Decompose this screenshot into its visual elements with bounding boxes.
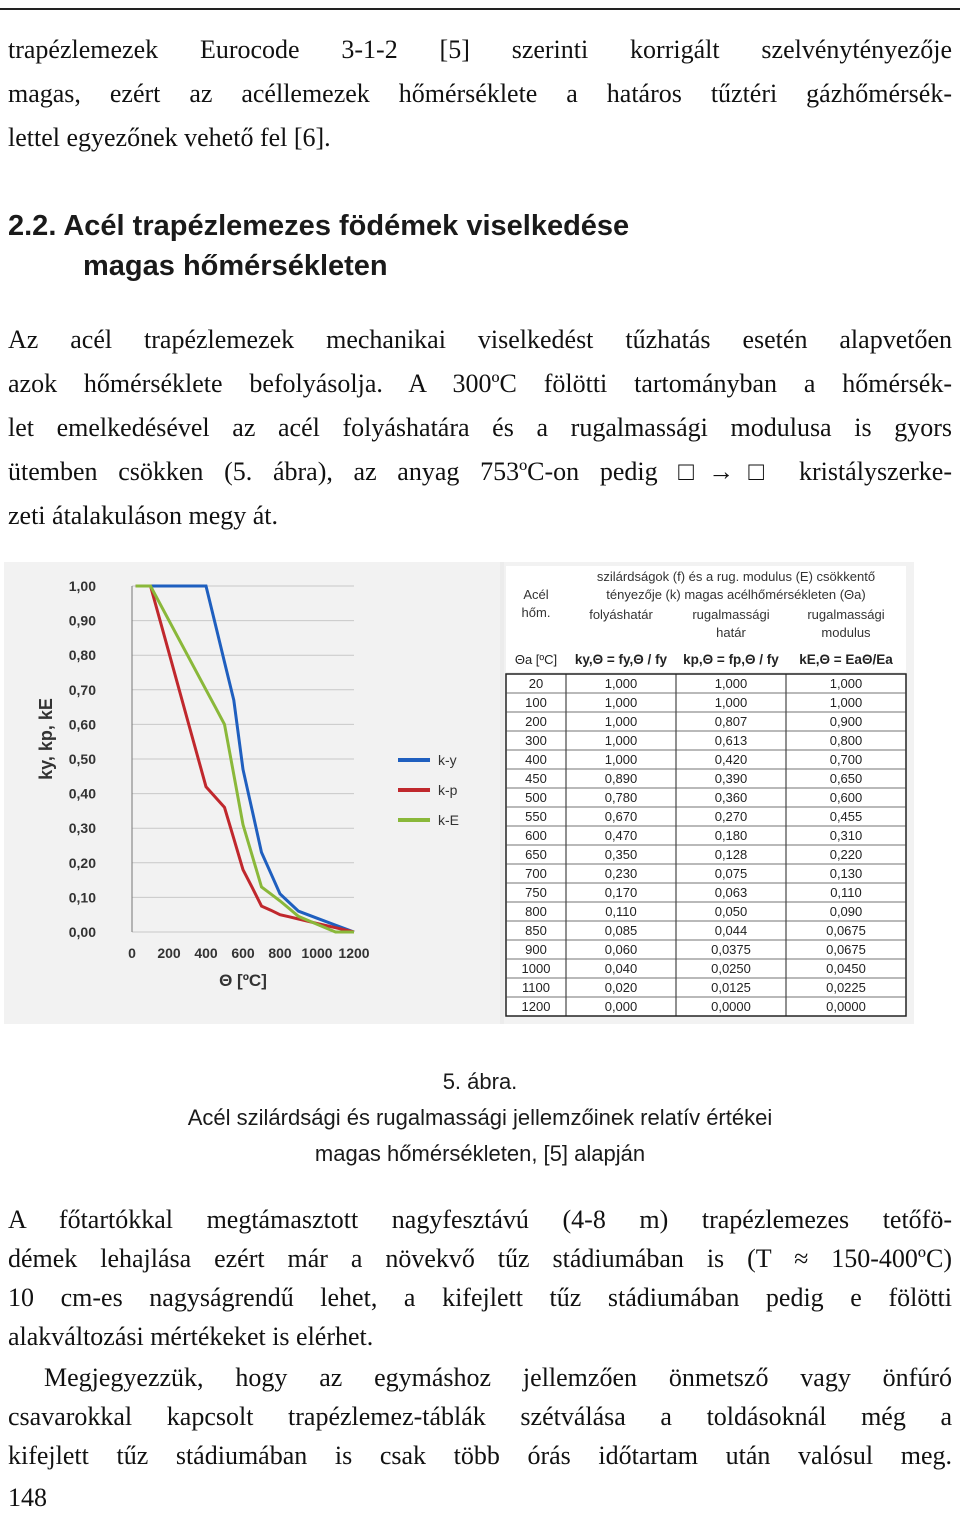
table-col-title: határ bbox=[716, 625, 746, 640]
table-cell: 200 bbox=[525, 714, 547, 729]
page-number: 148 bbox=[8, 1483, 47, 1512]
table-cell: 0,390 bbox=[714, 771, 748, 786]
y-tick-label: 0,30 bbox=[68, 820, 96, 837]
text-line: Megjegyezzük, hogy az egymáshoz jellemzően önmetsző vagy önfúró bbox=[44, 1363, 952, 1392]
caption-line1: Acél szilárdsági és rugalmassági jellemzőinek relatív értékei bbox=[187, 1105, 773, 1130]
table-cell: 1200 bbox=[521, 999, 551, 1014]
text-line: magas, ezért az acéllemezek hőmérséklete a határos tűztéri gázhőmérsék- bbox=[8, 79, 952, 108]
table-cell: 0,600 bbox=[829, 790, 863, 805]
table-cell: 0,063 bbox=[714, 885, 748, 900]
table-cell: 0,700 bbox=[829, 752, 863, 767]
table-cell: 750 bbox=[525, 885, 547, 900]
table-cell: 0,360 bbox=[714, 790, 748, 805]
y-tick-label: 0,90 bbox=[68, 612, 96, 629]
table-formula: ky,Θ = fy,Θ / fy bbox=[574, 652, 668, 667]
table-col-title: modulus bbox=[821, 625, 871, 640]
y-tick-label: 0,60 bbox=[68, 716, 96, 733]
table-cell: 0,800 bbox=[829, 733, 863, 748]
table-cell: 0,270 bbox=[714, 809, 748, 824]
section-title-line1: Acél trapézlemezes födémek viselkedése bbox=[63, 210, 630, 242]
table-cell: 850 bbox=[525, 923, 547, 938]
table-cell: 0,670 bbox=[604, 809, 638, 824]
y-tick-label: 0,70 bbox=[68, 681, 96, 698]
paragraph-3 bbox=[8, 1358, 952, 1475]
paragraph-2 bbox=[8, 1200, 952, 1356]
table-cell: 0,040 bbox=[604, 961, 638, 976]
y-tick-label: 0,80 bbox=[68, 647, 96, 664]
top-rule bbox=[0, 8, 960, 10]
figure-5 bbox=[4, 562, 914, 1024]
table-formula: kp,Θ = fp,Θ / fy bbox=[683, 652, 779, 667]
table-cell: 1,000 bbox=[604, 676, 638, 691]
x-tick-label: 800 bbox=[268, 945, 292, 961]
x-tick-label: 1200 bbox=[338, 945, 370, 961]
text-line: alakváltozási mértékeket is elérhet. bbox=[8, 1322, 374, 1351]
table-cell: 0,085 bbox=[604, 923, 638, 938]
text-line: zeti átalakuláson megy át. bbox=[8, 501, 279, 530]
x-axis-label: Θ [ºC] bbox=[219, 971, 267, 990]
table-cell: 1,000 bbox=[829, 695, 863, 710]
table-cell: 0,050 bbox=[714, 904, 748, 919]
text-line: csavarokkal kapcsolt trapézlemez-táblák szétválása a toldásoknál még a bbox=[8, 1402, 952, 1431]
table-cell: 0,613 bbox=[714, 733, 748, 748]
table-cell: 0,0000 bbox=[826, 999, 866, 1014]
table-cell: 1100 bbox=[522, 980, 550, 995]
text-line: Az acél trapézlemezek mechanikai viselkedést tűzhatás esetén alapvetően bbox=[8, 325, 952, 354]
y-tick-label: 0,20 bbox=[68, 854, 96, 871]
x-tick-label: 200 bbox=[157, 945, 181, 961]
table-cell: 0,020 bbox=[604, 980, 638, 995]
table-cell: 0,900 bbox=[829, 714, 863, 729]
table-cell: 0,0675 bbox=[826, 942, 866, 957]
table-cell: 0,470 bbox=[604, 828, 638, 843]
caption-line2: magas hőmérsékleten, [5] alapján bbox=[314, 1141, 646, 1166]
table-unit: Θa [ºC] bbox=[514, 652, 558, 667]
table-cell: 0,170 bbox=[604, 885, 638, 900]
table-cell: 1000 bbox=[521, 961, 551, 976]
table-cell: 0,420 bbox=[714, 752, 748, 767]
intro-paragraph bbox=[8, 28, 952, 160]
table-cell: 0,130 bbox=[829, 866, 863, 881]
text-line: kifejlett tűz stádiumában is csak több órás időtartam után valósul meg. bbox=[8, 1441, 952, 1470]
table-cell: 0,0675 bbox=[826, 923, 866, 938]
table-cell: 0,0450 bbox=[826, 961, 866, 976]
table-cell: 0,455 bbox=[829, 809, 863, 824]
table-cell: 0,0250 bbox=[711, 961, 751, 976]
table-svg bbox=[504, 562, 914, 1024]
y-tick-label: 0,10 bbox=[68, 889, 96, 906]
table-cell: 1,000 bbox=[604, 714, 638, 729]
table-cell: 0,060 bbox=[604, 942, 638, 957]
table-cell: 1,000 bbox=[714, 695, 748, 710]
x-tick-label: 400 bbox=[194, 945, 218, 961]
y-tick-label: 0,40 bbox=[68, 785, 96, 802]
x-tick-label: 1000 bbox=[301, 945, 333, 961]
table-col-title: hőm. bbox=[521, 605, 551, 620]
table-cell: 800 bbox=[525, 904, 547, 919]
table-group-header: szilárdságok (f) és a rug. modulus (E) csökkentő bbox=[596, 569, 876, 584]
text-line: lettel egyezőnek vehető fel [6]. bbox=[8, 123, 331, 152]
y-tick-label: 0,50 bbox=[68, 751, 96, 767]
table-cell: 900 bbox=[525, 942, 547, 957]
chart-svg bbox=[4, 562, 500, 1024]
table-cell: 0,128 bbox=[714, 847, 748, 862]
table-cell: 650 bbox=[525, 847, 547, 862]
x-tick-label: 600 bbox=[231, 945, 255, 961]
table-cell: 1,000 bbox=[714, 676, 748, 691]
section-heading bbox=[8, 206, 629, 286]
table-cell: 0,090 bbox=[829, 904, 863, 919]
table-cell: 450 bbox=[525, 771, 547, 786]
table-cell: 1,000 bbox=[604, 752, 638, 767]
legend-label: k-E bbox=[438, 812, 459, 828]
table-cell: 0,890 bbox=[604, 771, 638, 786]
table-col-title: rugalmassági bbox=[692, 607, 770, 622]
table-cell: 600 bbox=[525, 828, 547, 843]
table-cell: 0,807 bbox=[714, 714, 748, 729]
table-cell: 0,0125 bbox=[711, 980, 751, 995]
table-group-header: tényezője (k) magas acélhőmérsékleten (Θa) bbox=[606, 587, 866, 602]
reduction-factor-chart bbox=[4, 562, 500, 1024]
table-cell: 500 bbox=[525, 790, 547, 805]
table-cell: 0,780 bbox=[604, 790, 638, 805]
table-cell: 0,0000 bbox=[711, 999, 751, 1014]
reduction-factor-table bbox=[504, 562, 914, 1024]
paragraph-1 bbox=[8, 318, 952, 538]
text-line: trapézlemezek Eurocode 3-1-2 [5] szerinti korrigált szelvénytényezője bbox=[8, 35, 952, 64]
y-tick-label: 1,00 bbox=[68, 578, 96, 594]
table-cell: 1,000 bbox=[604, 733, 638, 748]
table-cell: 0,350 bbox=[604, 847, 638, 862]
text-line: ütemben csökken (5. ábra), az anyag 753ºC-on pedig □→□ kristályszerke- bbox=[8, 457, 952, 486]
table-cell: 0,110 bbox=[830, 885, 862, 900]
table-formula: kE,Θ = EaΘ/Ea bbox=[799, 652, 893, 667]
table-cell: 0,110 bbox=[605, 904, 637, 919]
figure-caption bbox=[0, 1064, 960, 1172]
text-line: let emelkedésével az acél folyáshatára és a rugalmassági modulusa is gyors bbox=[8, 413, 952, 442]
table-cell: 0,000 bbox=[604, 999, 638, 1014]
legend-label: k-y bbox=[438, 752, 457, 768]
table-cell: 0,310 bbox=[829, 828, 863, 843]
section-number: 2.2. bbox=[8, 210, 57, 242]
table-cell: 400 bbox=[525, 752, 547, 767]
table-cell: 0,075 bbox=[714, 866, 748, 881]
table-cell: 0,044 bbox=[714, 923, 748, 938]
text-line: A főtartókkal megtámasztott nagyfesztávú (4-8 m) trapézlemezes tetőfö- bbox=[8, 1205, 952, 1234]
table-col-title: rugalmassági bbox=[807, 607, 885, 622]
text-line: démek lehajlása ezért már a növekvő tűz stádiumában is (T ≈ 150-400ºC) bbox=[8, 1244, 952, 1273]
table-cell: 20 bbox=[528, 676, 544, 691]
table-cell: 300 bbox=[525, 733, 547, 748]
legend-label: k-p bbox=[438, 782, 458, 798]
table-cell: 0,230 bbox=[604, 866, 638, 881]
text-line: azok hőmérséklete befolyásolja. A 300ºC fölötti tartományban a hőmérsék- bbox=[8, 369, 952, 398]
table-cell: 0,180 bbox=[714, 828, 748, 843]
y-axis-label: ky, kp, kE bbox=[36, 698, 56, 780]
table-cell: 0,0225 bbox=[826, 980, 866, 995]
table-cell: 100 bbox=[525, 695, 547, 710]
x-tick-label: 0 bbox=[128, 945, 136, 961]
table-cell: 0,220 bbox=[829, 847, 863, 862]
table-cell: 0,650 bbox=[829, 771, 863, 786]
table-cell: 1,000 bbox=[604, 695, 638, 710]
table-cell: 550 bbox=[525, 809, 547, 824]
table-col-title: folyáshatár bbox=[589, 607, 653, 622]
y-tick-label: 0,00 bbox=[68, 924, 96, 940]
table-col-title: Acél bbox=[523, 587, 549, 602]
caption-label: 5. ábra. bbox=[442, 1069, 518, 1094]
table-cell: 700 bbox=[525, 866, 547, 881]
table-cell: 0,0375 bbox=[711, 942, 751, 957]
text-line: 10 cm-es nagyságrendű lehet, a kifejlett tűz stádiumában pedig e fölötti bbox=[8, 1283, 952, 1312]
section-title-line2: magas hőmérsékleten bbox=[83, 250, 388, 282]
table-cell: 1,000 bbox=[829, 676, 863, 691]
